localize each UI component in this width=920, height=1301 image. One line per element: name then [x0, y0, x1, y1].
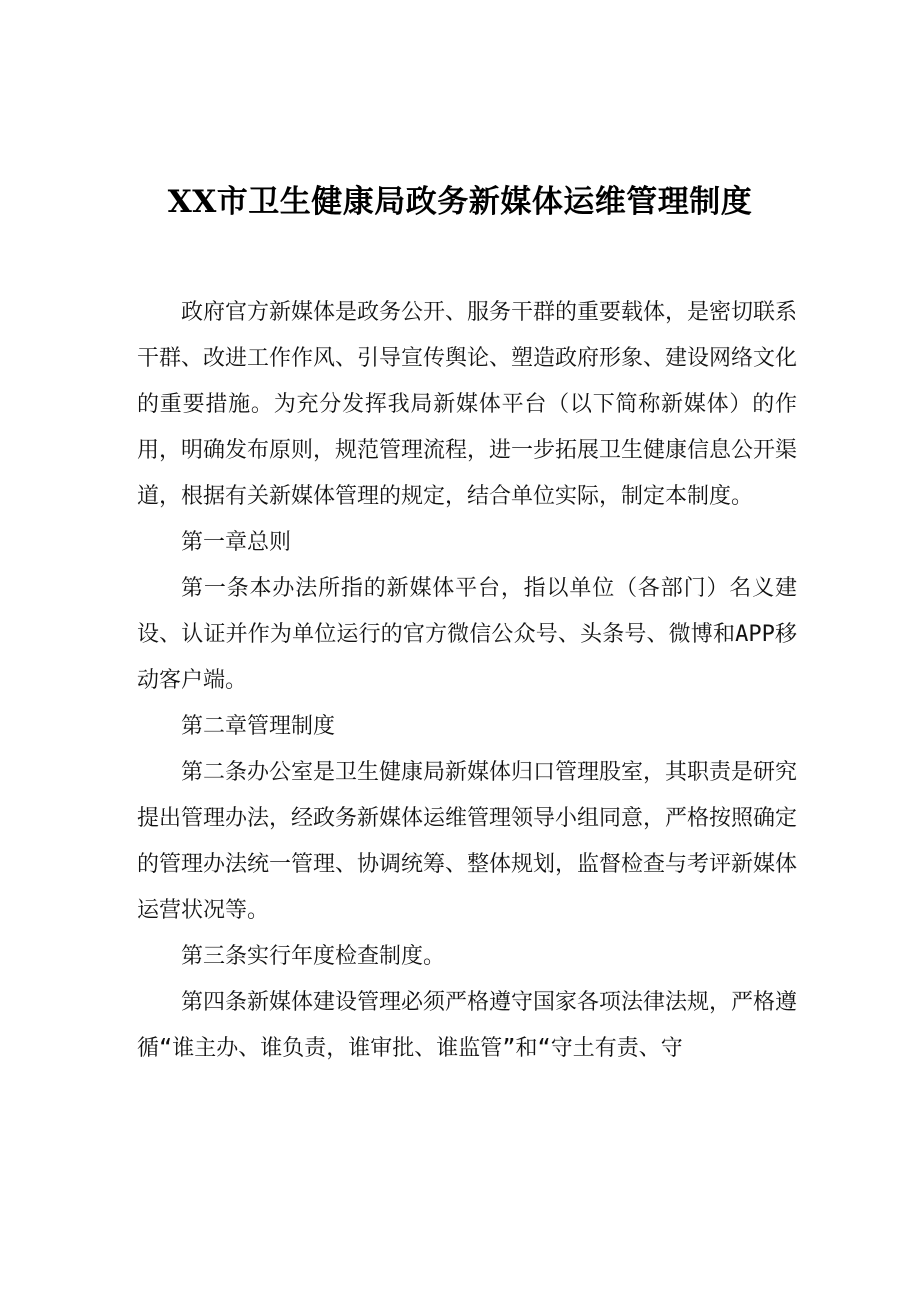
paragraph-intro: 政府官方新媒体是政务公开、服务干群的重要载体，是密切联系干群、改进工作作风、引导宣传舆论、塑造政府形象、建设网络文化的重要措施。为充分发挥我局新媒体平台（以下简称新媒体）的作用，明确发布原则，规范管理流程，进一步拓展卫生健康信息公开渠道，根据有关新媒体管理的规定，结合单位实际，制定本制度。: [137, 300, 798, 509]
chapter-heading-2: 第二章管理制度: [181, 714, 336, 739]
chapter-heading-1: 第一章总则: [181, 530, 292, 555]
article-4: 第四条新媒体建设管理必须严格遵守国家各项法律法规，严格遵循“谁主办、谁负责，谁审批、谁监管”和“守土有责、守: [137, 990, 798, 1061]
article-3: 第三条实行年度检查制度。: [181, 944, 446, 969]
article-2: 第二条办公室是卫生健康局新媒体归口管理股室，其职责是研究提出管理办法，经政务新媒体运维管理领导小组同意，严格按照确定的管理办法统一管理、协调统筹、整体规划，监督检查与考评新媒体运营状况等。: [137, 760, 798, 923]
document-title: XX市卫生健康局政务新媒体运维管理制度: [167, 184, 753, 220]
document-body: [137, 290, 797, 1072]
article-1: 第一条本办法所指的新媒体平台，指以单位（各部门）名义建设、认证并作为单位运行的官方微信公众号、头条号、微博和APP移动客户端。: [137, 576, 797, 693]
